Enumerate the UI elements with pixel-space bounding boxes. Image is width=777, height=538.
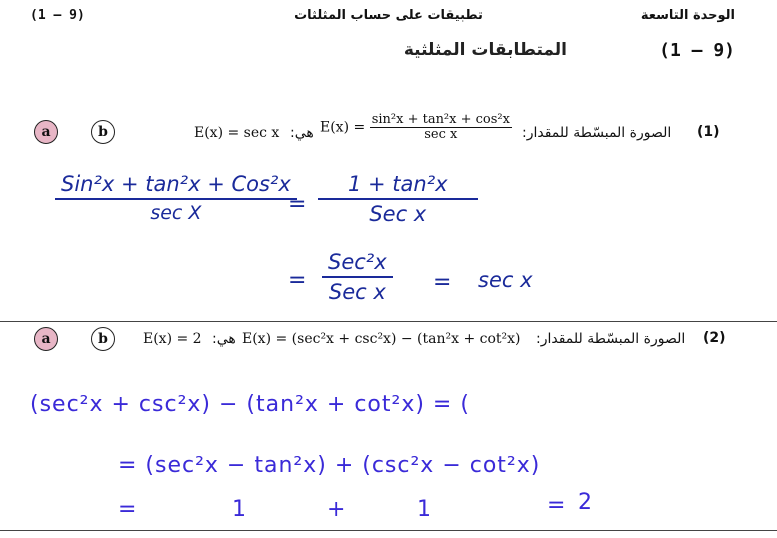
choice-b-circle-q1[interactable]: b — [91, 120, 115, 144]
q1-answer-expression: E(x) = sec x — [194, 125, 280, 141]
q1-expr-fraction — [370, 113, 512, 142]
q2-work-line2: = (sec²x − tan²x) + (csc²x − cot²x) — [118, 453, 541, 478]
q1-expr-denominator: sec x — [424, 127, 458, 142]
q1-number: (1) — [697, 124, 720, 140]
q1-work-line1-lhs — [55, 172, 297, 224]
q1-expr-prefix: E(x) = — [320, 119, 366, 136]
q1-expr-numerator: sin²x + tan²x + cos²x — [371, 112, 510, 127]
q2-work-eq: = — [118, 497, 138, 522]
section-title: المتطابقات المثلثية — [403, 40, 567, 60]
q1-work-fraction-2 — [318, 172, 478, 226]
header-chapter-title: تطبيقات على حساب المثلثات — [294, 8, 483, 23]
q1-prompt: الصورة المبسّطة للمقدار: — [522, 125, 672, 141]
q2-is-word: هي: — [212, 331, 236, 347]
choice-a-circle-q2[interactable]: a — [34, 327, 58, 351]
header-unit-code: (1 – 9) — [30, 8, 85, 23]
q1-work-den-2: Sec x — [369, 202, 427, 226]
q1-work-num-3: Sec²x — [322, 250, 393, 278]
q1-work-line2 — [322, 250, 393, 304]
q1-work-num-1: Sin²x + tan²x + Cos²x — [55, 172, 297, 200]
q1-work-eq-2: = — [288, 268, 307, 293]
q2-work-plus: + — [327, 497, 347, 522]
q1-work-den-1: sec X — [150, 202, 202, 224]
q1-work-result: sec x — [478, 268, 533, 292]
q2-answer-expression: E(x) = 2 — [143, 331, 202, 347]
q1-is-word: هي: — [290, 125, 314, 141]
q1-work-eq-3: = — [433, 270, 452, 295]
q1-work-line1-rhs — [318, 172, 478, 226]
q2-expression: E(x) = (sec²x + csc²x) − (tan²x + cot²x) — [242, 331, 521, 347]
q2-work-line1: (sec²x + csc²x) − (tan²x + cot²x) = ( — [30, 392, 470, 417]
section-number: (1 – 9) — [659, 40, 735, 61]
header-unit-name: الوحدة التاسعة — [640, 8, 735, 23]
q1-work-fraction-1 — [55, 172, 297, 224]
q1-work-num-2: 1 + tan²x — [318, 172, 478, 200]
q2-number: (2) — [703, 330, 726, 346]
q2-work-one-b: 1 — [417, 497, 432, 522]
q1-work-den-3: Sec x — [328, 280, 386, 304]
choice-b-circle-q2[interactable]: b — [91, 327, 115, 351]
bottom-divider-line — [0, 530, 777, 531]
divider-line — [0, 321, 777, 322]
q2-work-eq2: = — [547, 493, 567, 518]
q1-work-fraction-3 — [322, 250, 393, 304]
choice-a-circle-q1[interactable]: a — [34, 120, 58, 144]
q1-expression — [320, 113, 512, 142]
q2-work-result: 2 — [578, 490, 593, 515]
q1-work-eq-1: = — [288, 192, 307, 217]
q2-prompt: الصورة المبسّطة للمقدار: — [536, 331, 686, 347]
q2-work-one-a: 1 — [232, 497, 247, 522]
